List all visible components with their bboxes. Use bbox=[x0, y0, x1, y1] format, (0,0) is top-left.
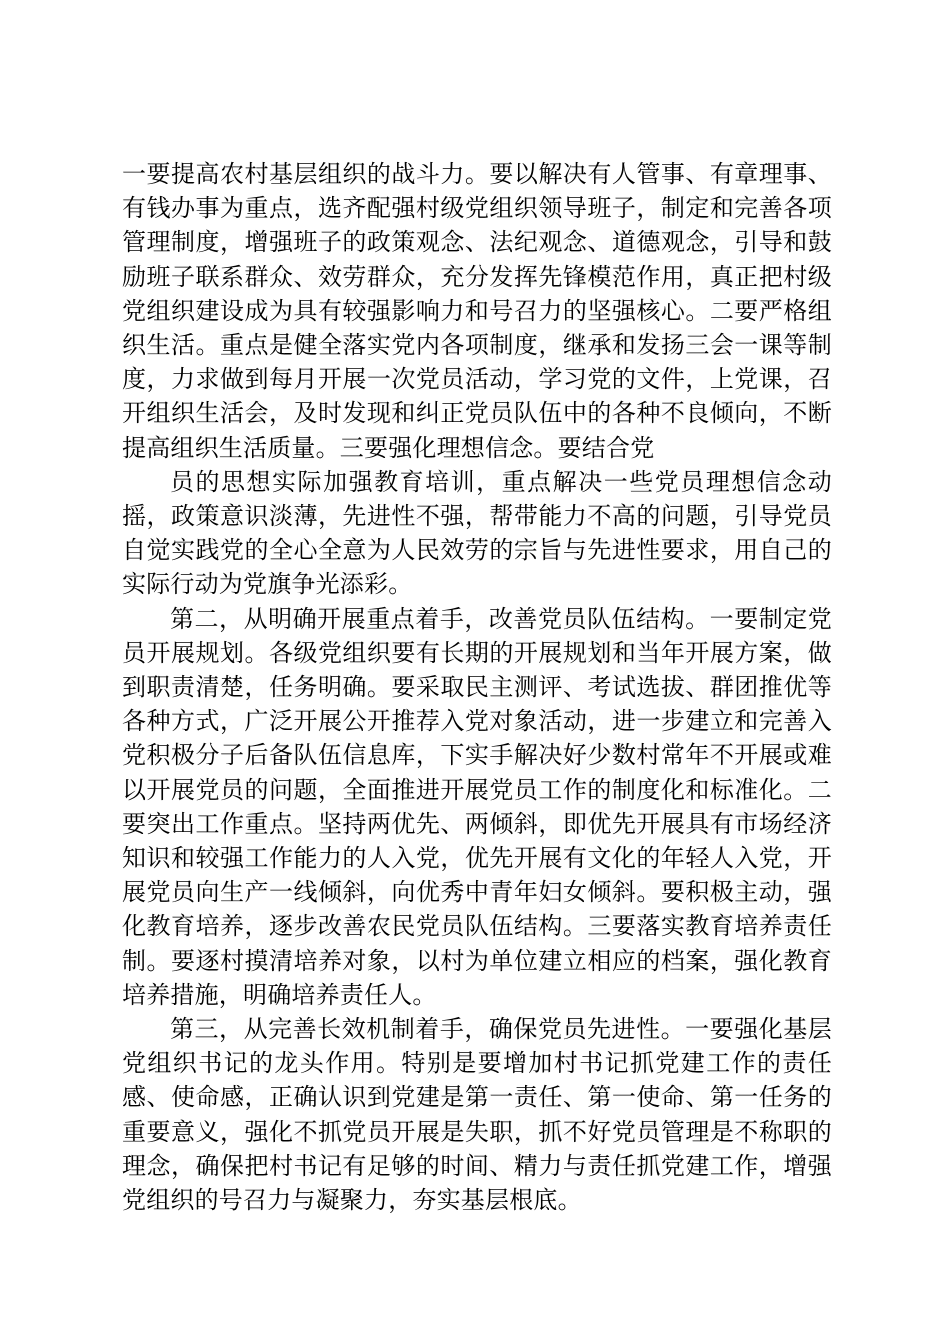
document-body bbox=[122, 157, 832, 1217]
paragraph-2: 员的思想实际加强教育培训，重点解决一些党员理想信念动摇，政策意识淡薄，先进性不强，帮带能力不高的问题，引导党员自觉实践党的全心全意为人民效劳的宗旨与先进性要求，用自己的实际行动为党旗争光添彩。 bbox=[122, 467, 832, 599]
paragraph-4: 第三，从完善长效机制着手，确保党员先进性。一要强化基层党组织书记的龙头作用。特别是要增加村书记抓党建工作的责任感、使命感，正确认识到党建是第一责任、第一使命、第一任务的重要意义，强化不抓党员开展是失职，抓不好党员管理是不称职的理念，确保把村书记有足够的时间、精力与责任抓党建工作，增强党组织的号召力与凝聚力，夯实基层根底。 bbox=[122, 1015, 832, 1215]
paragraph-1: 一要提高农村基层组织的战斗力。要以解决有人管事、有章理事、有钱办事为重点，选齐配强村级党组织领导班子，制定和完善各项管理制度，增强班子的政策观念、法纪观念、道德观念，引导和鼓励班子联系群众、效劳群众，充分发挥先锋模范作用，真正把村级党组织建设成为具有较强影响力和号召力的坚强核心。二要严格组织生活。重点是健全落实党内各项制度，继承和发扬三会一课等制度，力求做到每月开展一次党员活动，学习党的文件，上党课，召开组织生活会，及时发现和纠正党员队伍中的各种不良倾向，不断提高组织生活质量。三要强化理想信念。要结合党 bbox=[122, 160, 832, 462]
paragraph-3: 第二，从明确开展重点着手，改善党员队伍结构。一要制定党员开展规划。各级党组织要有长期的开展规划和当年开展方案，做到职责清楚，任务明确。要采取民主测评、考试选拔、群团推优等各种方式，广泛开展公开推荐入党对象活动，进一步建立和完善入党积极分子后备队伍信息库，下实手解决好少数村常年不开展或难以开展党员的问题，全面推进开展党员工作的制度化和标准化。二要突出工作重点。坚持两优先、两倾斜，即优先开展具有市场经济知识和较强工作能力的人入党，优先开展有文化的年轻人入党，开展党员向生产一线倾斜，向优秀中青年妇女倾斜。要积极主动，强化教育培养，逐步改善农民党员队伍结构。三要落实教育培养责任制。要逐村摸清培养对象，以村为单位建立相应的档案，强化教育培养措施，明确培养责任人。 bbox=[122, 604, 832, 1009]
